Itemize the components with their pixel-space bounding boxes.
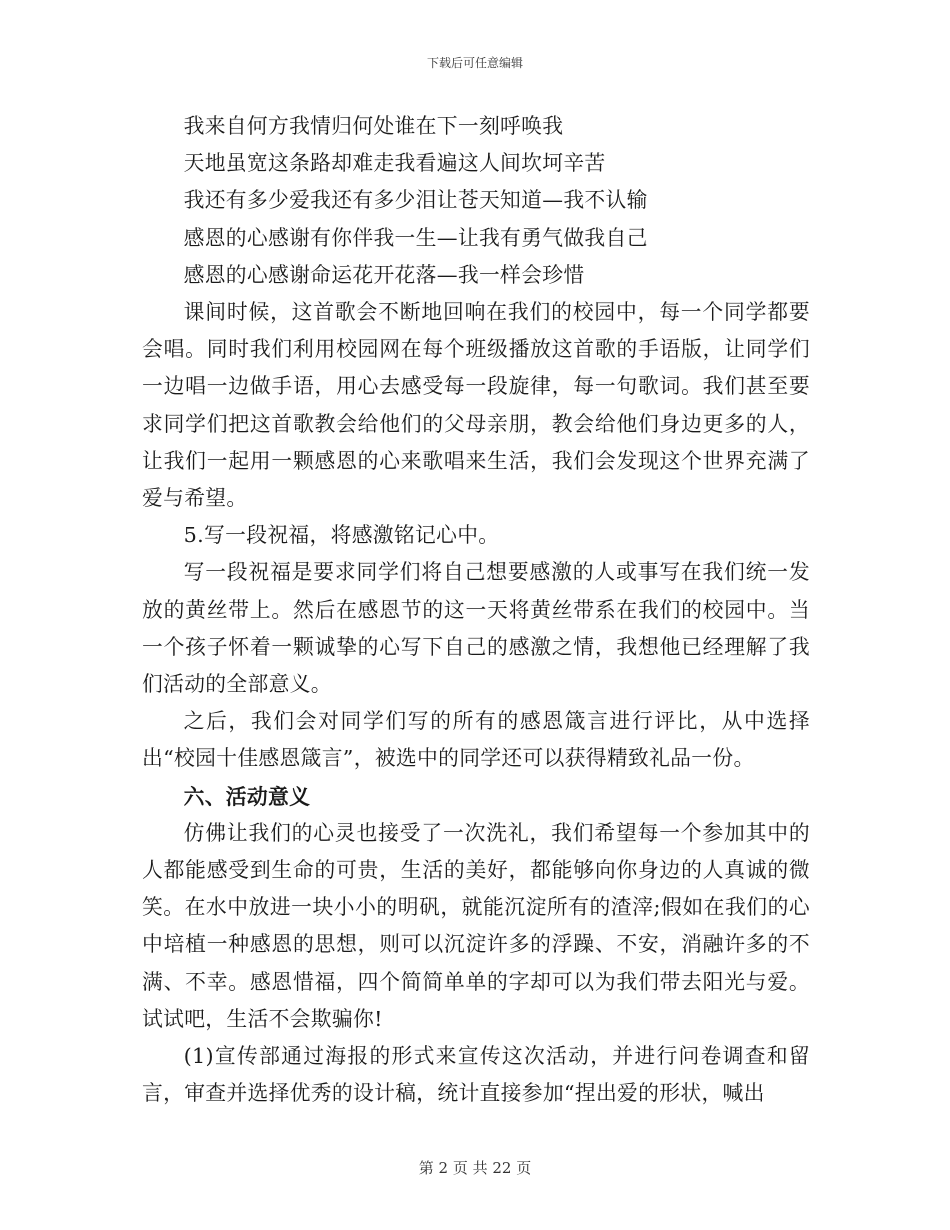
document-body (142, 108, 810, 1112)
page-footer: 第 2 页 共 22 页 (418, 1159, 532, 1177)
lyric-line: 感恩的心感谢命运花开花落—我一样会珍惜 (183, 262, 585, 287)
lyric-line: 我还有多少爱我还有多少泪让苍天知道—我不认输 (183, 188, 648, 213)
body-paragraph: 课间时候，这首歌会不断地回响在我们的校园中，每一个同学都要会唱。同时我们利用校园网在每个班级播放这首歌的手语版，让同学们一边唱一边做手语，用心去感受每一段旋律，每一句歌词。我们甚至要求同学们把这首歌教会给他们的父母亲朋，教会给他们身边更多的人，让我们一起用一颗感恩的心来歌唱来生活，我们会发现这个世界充满了爱与希望。 (142, 300, 810, 511)
body-paragraph: 写一段祝福是要求同学们将自己想要感激的人或事写在我们统一发放的黄丝带上。然后在感恩节的这一天将黄丝带系在我们的校园中。当一个孩子怀着一颗诚挚的心写下自己的感激之情，我想他已经理解了我们活动的全部意义。 (142, 560, 810, 697)
body-paragraph: (1)宣传部通过海报的形式来宣传这次活动，并进行问卷调查和留言，审查并选择优秀的设计稿，统计直接参加“捏出爱的形状，喊出 (142, 1044, 810, 1106)
section-heading: 六、活动意义 (183, 783, 311, 809)
body-paragraph: 之后，我们会对同学们写的所有的感恩箴言进行评比，从中选择出“校园十佳感恩箴言”，被选中的同学还可以获得精致礼品一份。 (142, 709, 810, 771)
numbered-item: 5.写一段祝福，将感激铭记心中。 (183, 523, 500, 548)
lyric-line: 我来自何方我情归何处谁在下一刻呼唤我 (183, 114, 564, 138)
page-header: 下载后可任意编辑 (426, 56, 523, 70)
lyric-line: 天地虽宽这条路却难走我看遍这人间坎坷辛苦 (183, 151, 606, 176)
lyric-line: 感恩的心感谢有你伴我一生—让我有勇气做我自己 (183, 225, 648, 250)
body-paragraph: 仿佛让我们的心灵也接受了一次洗礼，我们希望每一个参加其中的人都能感受到生命的可贵，生活的美好，都能够向你身边的人真诚的微笑。在水中放进一块小小的明矾，就能沉淀所有的渣滓;假如在我们的心中培植一种感恩的思想，则可以沉淀许多的浮躁、不安，消融许多的不满、不幸。感恩惜福，四个简简单单的字却可以为我们带去阳光与爱。试试吧，生活不会欺骗你! (142, 820, 810, 1031)
